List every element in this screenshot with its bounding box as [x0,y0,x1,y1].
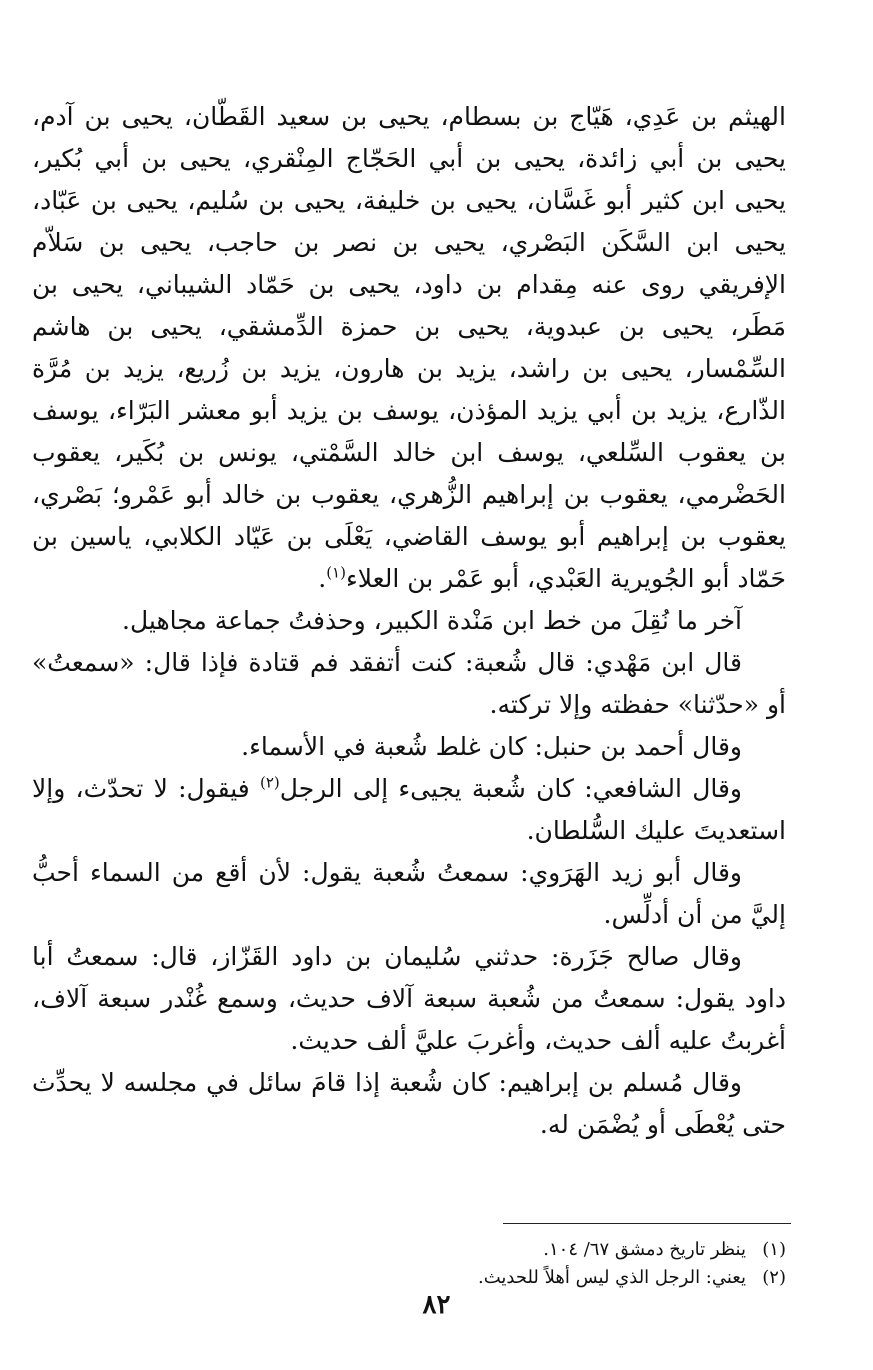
page-number: ٨٢ [422,1290,451,1320]
footnote-text: ينظر تاريخ دمشق ٦٧/ ١٠٤. [543,1239,746,1260]
footnote-marker-2: (٢) [259,773,280,792]
footnote-number: (٢) [762,1267,786,1288]
paragraph-text: الهيثم بن عَدِي، هَيّاج بن بسطام، يحيى بن سعيد القَطّان، يحيى بن آدم، يحيى بن أبي زائدة، يحيى بن أبي الحَجّاج المِنْقري، يحيى بن أبي بُكير، يحيى ابن كثير أبو غَسَّان، يحيى بن خليفة، يحيى بن سُليم، يحيى بن عَبّاد، يحيى ابن السَّكَن البَصْري، يحيى بن نصر بن حاجب، يحيى بن سَلاّم الإفريقي روى عنه مِقدام بن داود، يحيى بن حَمّاد الشيباني، يحيى بن مَطَر، يحيى بن عبدوية، يحيى بن حمزة الدِّمشقي، يحيى بن هاشم السِّمْسار، يحيى بن راشد، يزيد بن هارون، يزيد بن زُريع، يزيد بن مُرَّة الذّارع، يزيد بن أبي يزيد المؤذن، يوسف بن يزيد أبو معشر البَرّاء، يوسف بن يعقوب السِّلعي، يوسف ابن خالد السَّمْتي، يونس بن بُكَير، يعقوب الحَضْرمي، يعقوب بن إبراهيم الزُّهري، يعقوب بن خالد أبو عَمْرو؛ بَصْري، يعقوب بن إبراهيم أبو يوسف القاضي، يَعْلَى بن عَيّاد الكلابي، ياسين بن حَمّاد أبو الجُويرية العَبْدي، أبو عَمْر بن العلاء [32,102,786,593]
footnote-1 [32,1236,786,1264]
paragraph-ibn-mahdi: قال ابن مَهْدي: قال شُعبة: كنت أتفقد فم قتادة فإذا قال: «سمعتُ» أو «حدّثنا» حفظته وإلا تركته. [32,648,786,719]
paragraph-text-continued: فيقول: لا تحدّث، وإلا استعديتَ عليك السُّلطان. [32,774,786,845]
paragraph-ibn-mandah: آخر ما نُقِلَ من خط ابن مَنْدة الكبير، وحذفتُ جماعة مجاهيل. [122,606,742,635]
paragraph-narrators-list [32,96,786,600]
paragraph-ahmad-ibn-hanbal: وقال أحمد بن حنبل: كان غلط شُعبة في الأسماء. [241,732,742,761]
footnote-text: يعني: الرجل الذي ليس أهلاً للحديث. [477,1267,746,1288]
footnote-separator [503,1223,791,1224]
footnotes [32,1236,786,1292]
main-text [32,96,786,1146]
paragraph-shafii [32,768,786,852]
end-period: . [318,564,327,593]
paragraph-muslim-ibn-ibrahim: وقال مُسلم بن إبراهيم: كان شُعبة إذا قامَ سائل في مجلسه لا يحدِّث حتى يُعْطَى أو يُضْمَن له. [32,1068,786,1139]
paragraph-salih-jazarah: وقال صالح جَزَرة: حدثني سُليمان بن داود القَزّاز، قال: سمعتُ أبا داود يقول: سمعتُ من شُعبة سبعة آلاف حديث، وسمع غُنْدر سبعة آلاف، أغربتُ عليه ألف حديث، وأغربَ عليَّ ألف حديث. [32,942,786,1055]
footnote-number: (١) [762,1239,786,1260]
paragraph-text: وقال الشافعي: كان شُعبة يجيىء إلى الرجل [279,774,742,803]
footnote-marker-1: (١) [326,563,346,582]
footnote-2 [32,1264,786,1292]
paragraph-abu-zayd: وقال أبو زيد الهَرَوي: سمعتُ شُعبة يقول: لأن أقع من السماء أحبُّ إليَّ من أن أدلِّس. [32,858,786,929]
